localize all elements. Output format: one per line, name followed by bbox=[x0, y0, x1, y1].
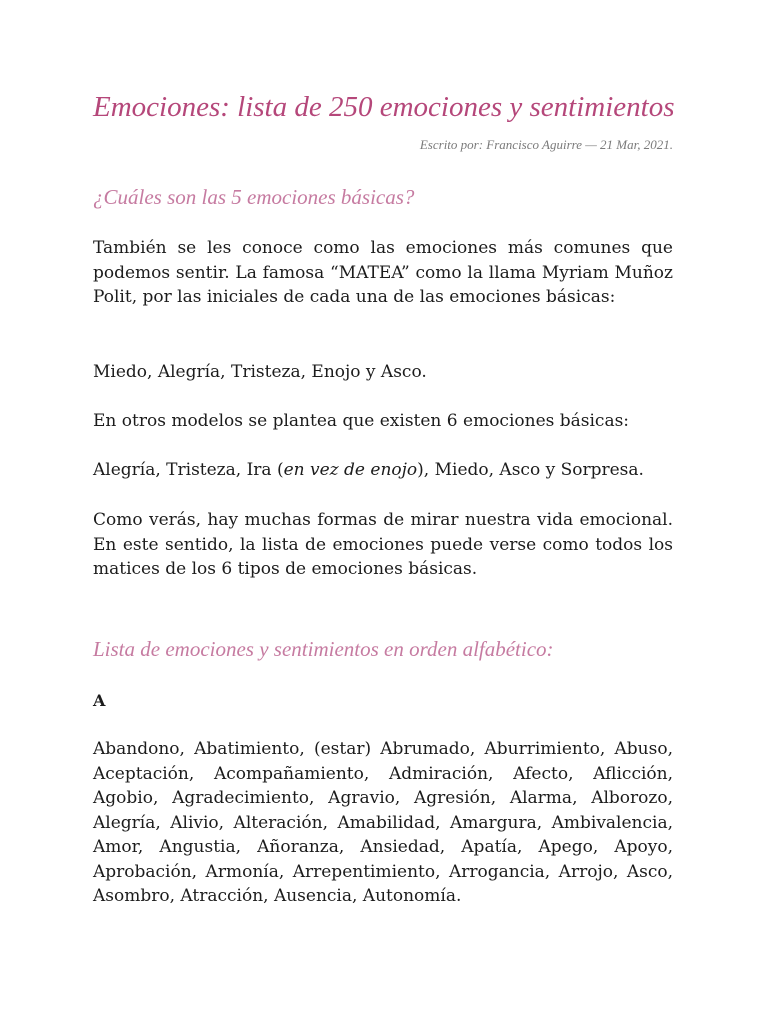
five-emotions-paragraph: Miedo, Alegría, Tristeza, Enojo y Asco. bbox=[93, 362, 427, 382]
conclusion-paragraph: Como verás, hay muchas formas de mirar nuestra vida emocional. En este sentido, la lista de emociones puede verse como todos los matices de los 6 tipos de emociones básicas. bbox=[93, 510, 673, 579]
article-title: Emociones: lista de 250 emociones y sentimientos bbox=[93, 91, 675, 123]
article-byline: Escrito por: Francisco Aguirre — 21 Mar, 2021. bbox=[419, 137, 673, 152]
letter-heading-a: A bbox=[93, 691, 106, 710]
six-emotions-text-start: Alegría, Tristeza, Ira ( bbox=[93, 460, 284, 480]
basic-emotions-heading: ¿Cuáles son las 5 emociones básicas? bbox=[93, 185, 415, 209]
six-emotions-italic-note: en vez de enojo bbox=[283, 460, 418, 480]
six-emotions-text-end: ), Miedo, Asco y Sorpresa. bbox=[417, 460, 644, 480]
six-emotions-paragraph bbox=[93, 458, 673, 483]
emotions-a-paragraph: Abandono, Abatimiento, (estar) Abrumado, Aburrimiento, Abuso, Aceptación, Acompañamiento, Admiración, Afecto, Aflicción, Agobio, Agradecimiento, Agravio, Agresión, Alarma, Alborozo, Alegría, Alivio, Alteración, Amabilidad, Amargura, Ambivalencia, Amor, Angustia, Añoranza, Ansiedad, Apatía, Apego, Apoyo, Aprobación, Armonía, Arrepentimiento, Arrogancia, Arrojo, Asco, Asombro, Atracción, Ausencia, Autonomía. bbox=[93, 739, 673, 906]
other-models-paragraph: En otros modelos se plantea que existen 6 emociones básicas: bbox=[93, 411, 630, 431]
alphabetical-list-heading: Lista de emociones y sentimientos en orden alfabético: bbox=[93, 637, 554, 661]
intro-paragraph: También se les conoce como las emociones más comunes que podemos sentir. La famosa “MATEA” como la llama Myriam Muñoz Polit, por las iniciales de cada una de las emociones básicas: bbox=[93, 238, 673, 307]
